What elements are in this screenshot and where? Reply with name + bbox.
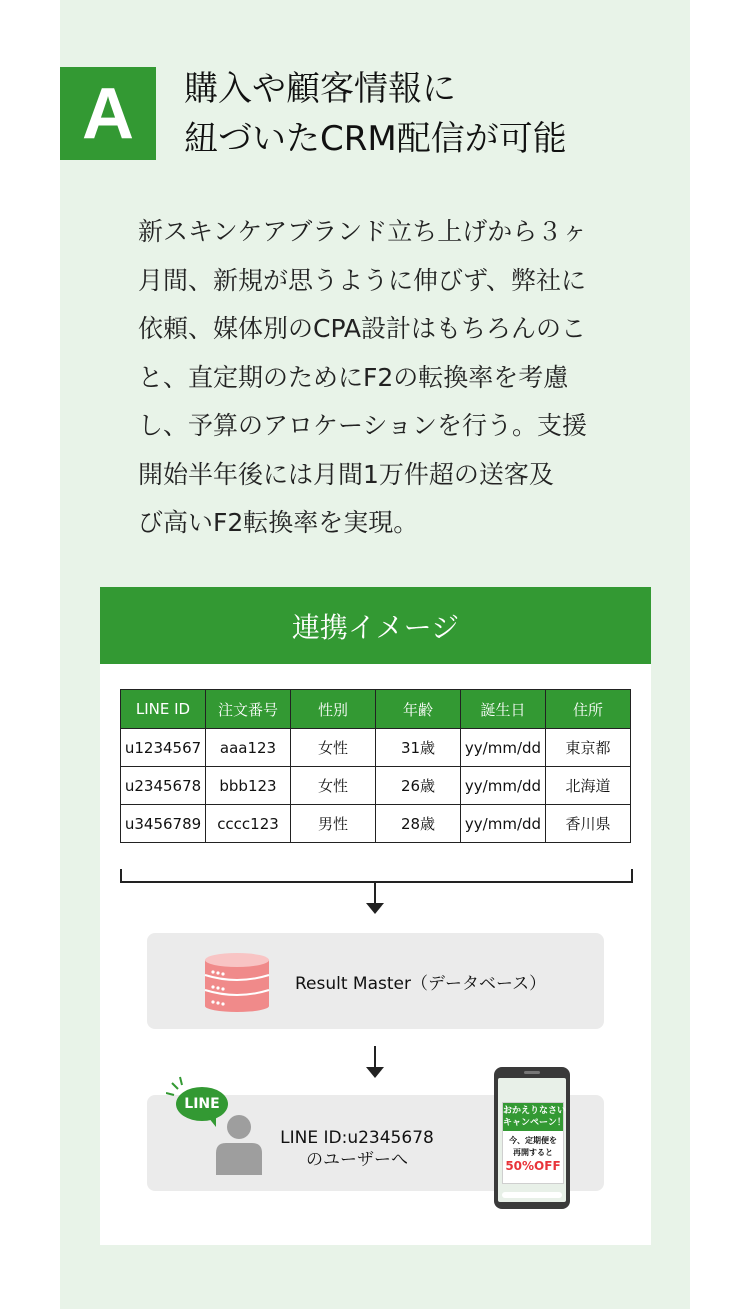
- table-cell: aaa123: [206, 729, 291, 767]
- table-row: [121, 805, 631, 843]
- user-label-line: のユーザーへ: [306, 1150, 408, 1170]
- heading-line: 紐づいたCRM配信が可能: [184, 119, 567, 159]
- customer-table: [120, 689, 631, 843]
- line-badge-text: LINE: [184, 1096, 220, 1112]
- description-line: 新スキンケアブランド立ち上げから３ヶ: [138, 217, 588, 246]
- arrow-down-icon: [366, 1046, 384, 1079]
- line-bubble-icon: [166, 1073, 234, 1133]
- table-cell: 東京都: [546, 729, 631, 767]
- table-cell: u2345678: [121, 767, 206, 805]
- description-line: 依頼、媒体別のCPA設計はもちろんのこ: [138, 314, 587, 343]
- table-cell: 香川県: [546, 805, 631, 843]
- case-description: [138, 208, 628, 548]
- database-label: Result Master（データベース）: [295, 973, 547, 994]
- user-label-line: LINE ID:u2345678: [280, 1128, 434, 1148]
- column-header: 注文番号: [206, 690, 291, 729]
- campaign-title-line: キャンペーン！: [503, 1118, 566, 1128]
- table-cell: 男性: [291, 805, 376, 843]
- column-header: 性別: [291, 690, 376, 729]
- table-cell: yy/mm/dd: [461, 767, 546, 805]
- table-row: [121, 767, 631, 805]
- campaign-title-line: おかえりなさい: [503, 1106, 567, 1116]
- table-cell: 北海道: [546, 767, 631, 805]
- table-header-row: [121, 690, 631, 729]
- column-header: 誕生日: [461, 690, 546, 729]
- table-cell: 28歳: [376, 805, 461, 843]
- table-bracket: [120, 869, 633, 883]
- campaign-body-line: 今、定期便を: [509, 1136, 557, 1145]
- table-cell: 女性: [291, 729, 376, 767]
- column-header: 年齢: [376, 690, 461, 729]
- phone-message-card: [502, 1102, 567, 1184]
- arrow-down-icon: [366, 882, 384, 915]
- campaign-body: [503, 1135, 563, 1159]
- description-line: し、予算のアロケーションを行う。支援: [138, 411, 588, 440]
- heading-line: 購入や顧客情報に: [184, 69, 456, 109]
- table-cell: cccc123: [206, 805, 291, 843]
- description-line: び高いF2転換率を実現。: [138, 508, 419, 537]
- section-heading: [184, 64, 567, 164]
- database-box: [147, 933, 604, 1029]
- column-header: 住所: [546, 690, 631, 729]
- campaign-title: [503, 1103, 567, 1131]
- smartphone-icon: [494, 1067, 570, 1209]
- table-cell: u3456789: [121, 805, 206, 843]
- section-badge: A: [60, 67, 156, 160]
- table-cell: 26歳: [376, 767, 461, 805]
- database-icon: [203, 952, 271, 1012]
- integration-card: [100, 587, 651, 1245]
- description-line: 月間、新規が思うように伸びず、弊社に: [138, 265, 587, 295]
- description-line: 開始半年後には月間1万件超の送客及: [138, 459, 554, 489]
- campaign-offer: 50%OFF: [505, 1159, 561, 1173]
- table-cell: yy/mm/dd: [461, 729, 546, 767]
- user-target-label: [267, 1127, 447, 1171]
- table-cell: 女性: [291, 767, 376, 805]
- table-cell: u1234567: [121, 729, 206, 767]
- phone-screen: [498, 1078, 566, 1202]
- phone-input-bar: [502, 1192, 562, 1198]
- description-line: と、直定期のためにF2の転換率を考慮: [138, 362, 569, 392]
- table-cell: yy/mm/dd: [461, 805, 546, 843]
- table-cell: 31歳: [376, 729, 461, 767]
- campaign-body-line: 再開すると: [513, 1148, 553, 1157]
- card-title: 連携イメージ: [100, 587, 651, 664]
- table-row: [121, 729, 631, 767]
- table-cell: bbb123: [206, 767, 291, 805]
- column-header: LINE ID: [121, 690, 206, 729]
